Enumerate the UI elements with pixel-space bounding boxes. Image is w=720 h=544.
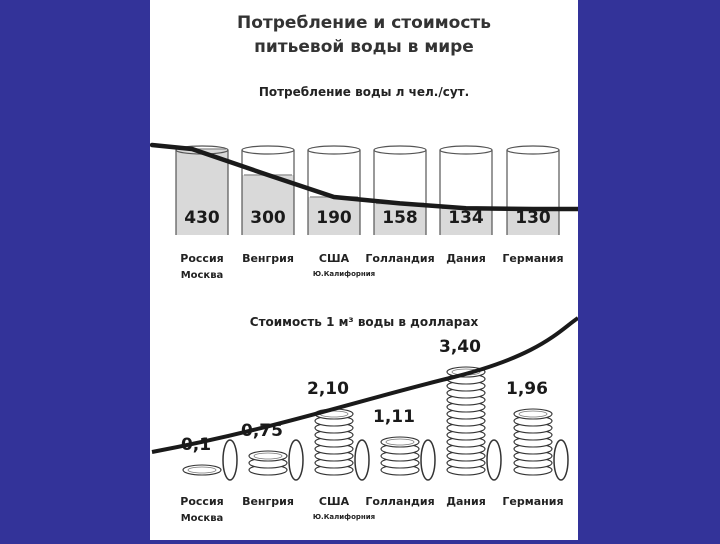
glass-rim-5 [507, 146, 559, 154]
consumption-value-1: 300 [250, 208, 286, 228]
standing-coin-4 [487, 440, 501, 480]
consumption-value-3: 158 [382, 208, 418, 228]
consumption-value-2: 190 [316, 208, 352, 228]
category-label-3: Голландия [365, 252, 435, 265]
infographic-svg [150, 0, 578, 540]
coin-3-4 [381, 437, 419, 447]
category-label-4: Дания [446, 252, 486, 265]
cost-value-2: 2,10 [307, 379, 349, 399]
consumption-chart-title: Потребление воды л чел./сут. [258, 85, 470, 99]
standing-coin-0 [223, 440, 237, 480]
cost-value-4: 3,40 [439, 337, 481, 357]
cost-value-5: 1,96 [506, 379, 548, 399]
standing-coin-3 [421, 440, 435, 480]
cost-value-3: 1,11 [373, 407, 415, 427]
cost-value-1: 0,75 [241, 421, 283, 441]
category-sublabel-0: Москва [180, 513, 224, 524]
category-label-2: США [318, 252, 350, 265]
standing-coin-1 [289, 440, 303, 480]
coin-0-0 [183, 465, 221, 475]
category-sublabel-0: Москва [180, 270, 224, 281]
glass-rim-3 [374, 146, 426, 154]
category-label-0: Россия [180, 495, 224, 508]
category-label-1: Венгрия [242, 495, 294, 508]
glass-rim-1 [242, 146, 294, 154]
category-label-0: Россия [180, 252, 224, 265]
infographic-sheet [150, 0, 578, 540]
consumption-chart [152, 145, 578, 281]
category-sublabel-2: Ю.Калифорния [312, 270, 376, 278]
cost-chart-title: Стоимость 1 м³ воды в долларах [249, 315, 479, 329]
cost-chart [152, 318, 578, 524]
title-line-2: питьевой воды в мире [254, 37, 474, 57]
glass-rim-2 [308, 146, 360, 154]
consumption-value-0: 430 [184, 208, 220, 228]
category-label-2: США [318, 495, 350, 508]
cost-value-0: 0,1 [180, 435, 212, 455]
coin-5-8 [514, 409, 552, 419]
category-label-4: Дания [446, 495, 486, 508]
category-sublabel-2: Ю.Калифорния [312, 513, 376, 521]
category-label-5: Германия [502, 495, 564, 508]
category-label-1: Венгрия [242, 252, 294, 265]
consumption-value-4: 134 [448, 208, 484, 228]
standing-coin-2 [355, 440, 369, 480]
coin-1-2 [249, 451, 287, 461]
glass-rim-4 [440, 146, 492, 154]
title-line-1: Потребление и стоимость [236, 13, 492, 33]
category-label-5: Германия [502, 252, 564, 265]
consumption-value-5: 130 [515, 208, 551, 228]
standing-coin-5 [554, 440, 568, 480]
category-label-3: Голландия [365, 495, 435, 508]
